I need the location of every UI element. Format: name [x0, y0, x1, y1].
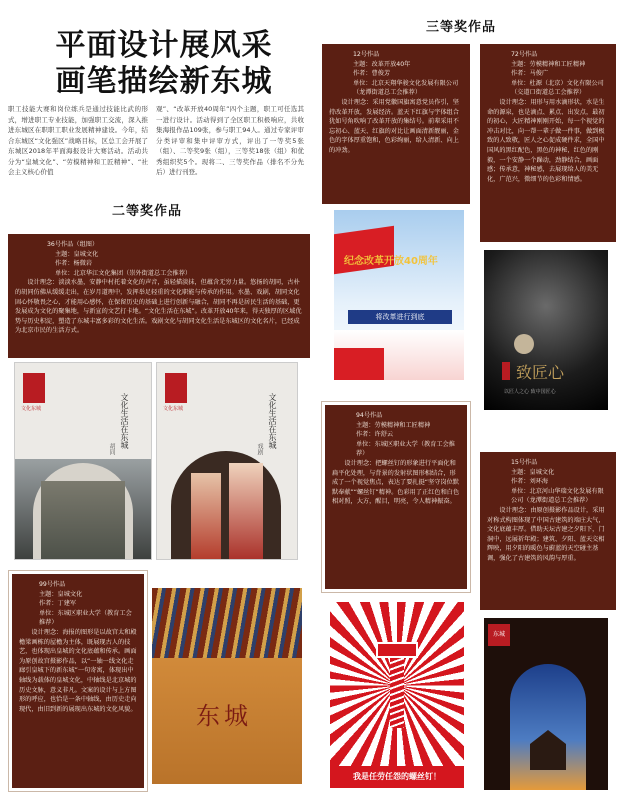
card-72-theme: 主题：劳模精神和工匠精神 — [511, 60, 586, 68]
card-15-body: 设计理念：由原创摄影作品设计，采用对称式构图体现了中国古建筑的端庄大气，文化底蕴丰厚。借助天坛古建之夕阳下，门洞中，远展祈年殿；建筑、夕阳、蓝天交相辉映，用夕阳的暖色与蔚蓝的天空碰主基调，强化了古建筑的风韵与厚重。 — [487, 506, 605, 562]
card-36 — [8, 234, 310, 358]
poster-72-sub: 以匠人之心 致中国匠心 — [504, 389, 556, 395]
poster-94-screw-head — [376, 642, 418, 658]
poster-94-slogan: 我是任劳任怨的螺丝钉！ — [330, 766, 464, 788]
headline-line-1: 平面设计展风采 — [55, 28, 273, 63]
card-15-author: 作者：刘环海 — [511, 478, 549, 486]
poster-36-vertical-title: 文化生活在东城 — [120, 393, 129, 449]
card-94 — [322, 402, 470, 592]
headline-line-2: 画笔描绘新东城 — [55, 64, 273, 99]
poster-36b-opera-figure-1 — [191, 473, 221, 560]
card-99-frame — [8, 570, 148, 792]
card-15-title: 15号作品 — [511, 459, 538, 466]
card-12-author: 作者：曹俊芳 — [353, 70, 391, 78]
card-99-theme: 主题：皇城文化 — [39, 590, 83, 598]
poster-36-sub: 胡同 — [108, 443, 115, 455]
poster-12 — [334, 210, 464, 380]
card-15-unit: 单位：北京河山华瑞文化发展有限公司（龙潭街道总工会推荐） — [511, 487, 604, 505]
intro-text-right: 观”、“改革开放40周年”四个主题，职工可任选其一进行设计。活动得到了全区职工积极响应，共收集海报作品109张，参与职工94人。通过专家评审分类评审和集中评审方式，评出了一等奖5张（组）、二等奖9张（组），三等奖18张（组）和优秀组织奖5个。现将二、三等奖作品（排名不分先后）进行刊登。 — [156, 105, 304, 176]
second-prize-heading: 二等奖作品 — [112, 204, 183, 219]
third-prize-heading: 三等奖作品 — [426, 20, 497, 35]
card-12-unit: 单位：北京天翔华骏文化发展有限公司（龙潭街道总工会推荐） — [353, 79, 459, 97]
card-72-body: 设计理念：用形与用水滴形状，水是生命的源泉，也是滴点、累点、出发点，最初的初心，大匠精神刚刚开始，每一个视觉的冲击对比，向一帮一辈子做一件事，做到极致的人致敬，匠人之心促成硬件求，全国中国风的黑红配色，黑色的神秘，红色的刚毅，一个安静一个躁动，劲静结合，画面感；传承意，神秘感，去展现给人的美无化，广范兴，微细节的色彩和情感。 — [487, 98, 605, 183]
poster-99-title: 东城 — [196, 702, 252, 730]
card-99-body: 设计理念：海报的图形是以故宫太和殿檐梁画栋的屋檐为主体，既展现古人的技艺，也体现出皇城的文化底蕴和传承。画面为原创故宫摄影作品，以“一轴一线文化走廊引皇城下的新东城”一句寄寓，体现出中轴线为载体的皇城文化，中轴线是北京城的历史文脉，意义非凡。文案的设计与上方图形的呼应，也恰是一条中轴线，由历史走向现代，由旧到新的展现出东城的文化风貌。 — [19, 628, 137, 713]
card-36-author: 作者：杨微岩 — [55, 260, 93, 268]
poster-94 — [330, 602, 464, 788]
card-94-title: 94号作品 — [356, 412, 383, 419]
card-72-title: 72号作品 — [511, 51, 538, 58]
card-94-unit: 单位：东城区职业大学（教育工会推荐） — [356, 440, 455, 458]
card-99-unit: 单位：东城区职业大学（教育工会推荐） — [39, 609, 132, 627]
poster-72-title: 致匠心 — [516, 363, 565, 382]
poster-36-logo-seal — [23, 373, 45, 403]
poster-36b-logo-seal — [165, 373, 187, 403]
card-99-author: 作者：丁建军 — [39, 600, 77, 608]
poster-12-big-title: 纪念改革开放40周年 — [344, 256, 438, 267]
card-72-author: 作者：马俊广 — [511, 70, 549, 78]
poster-36b-sub: 戏剧 — [256, 443, 263, 455]
card-36-theme: 主题：皇城文化 — [55, 250, 99, 258]
card-12 — [322, 44, 470, 204]
intro-text-left: 职工技能大赛和岗位练兵是通过技能比武的形式，增进职工专业技能，加强职工交流，深入推进东城区在职职工职业发展精神建设。今年，结合东城区“文化强区”战略目标，区总工会开展了东城区2018年平面海报设计大赛活动。活动共分为“皇城文化”、“劳模精神和工匠精神”、“社会主义核心价值 — [8, 105, 148, 176]
poster-36b-logo-text: 文化东城 — [163, 406, 184, 412]
card-12-theme: 主题：改革开放40年 — [353, 60, 411, 68]
poster-12-banner: 将改革进行到底 — [348, 310, 452, 324]
card-36-unit: 单位：北京华江文化集团（崇外街道总工会推荐） — [55, 269, 192, 277]
card-94-author: 作者：许舒云 — [356, 431, 394, 439]
poster-36-hutong — [14, 362, 152, 560]
poster-15-stamp: 东城 — [488, 624, 510, 646]
card-99-title: 99号作品 — [39, 581, 66, 588]
card-15 — [480, 452, 616, 610]
poster-12-flag-bottom — [334, 348, 384, 380]
poster-99 — [152, 588, 302, 784]
poster-36-alley — [41, 481, 125, 560]
poster-36b-vertical-title: 文化生活在东城 — [268, 393, 277, 449]
card-99 — [12, 574, 144, 788]
poster-36-logo-text: 文化东城 — [21, 406, 42, 412]
poster-72 — [484, 250, 608, 410]
poster-36b-arch — [171, 451, 281, 560]
poster-36-opera — [156, 362, 298, 560]
card-72-unit: 单位：杜源（北京）文化有限公司（交道口街道总工会推荐） — [511, 79, 604, 97]
card-36-body: 设计理念：淡淡水墨，安静中村托着文化的声音，虽轻描淡抹，但蕴含无穷力量。悠扬的胡同，古朴的胡同仿佛从缓缓走出，在岁月道理中，发挥举足轻重的文化职能与传承的作用。水墨、戏剧，胡同文化固心怀敬畏之心，才能用心感怀，在保留历史的基础上进行创新与融合，胡同不再是居民生活的基础，更发展成为文化的聚集地，与新宣的文艺打卡地。“文化生活在东城”。改革开放40年来，得天独厚的区域优势与历史积淀，塑造了东城丰富多彩的文化生活。戏剧文化与胡同文化生活是东城区的文化名片，已经成为北京市民的生活方式。 — [15, 279, 302, 335]
card-12-body: 设计理念：采用党徽国旗寓意党员作引，坚持改革开放，发展经济。蓝天下红旗与宇体组合犹如号角吹响了改革开放的集结号。前辈采用不忘初心、蓝天、红旗的对比让画面清新靓丽，金色的字体厚重饱和，色彩绚丽，给人清新、向上的冲劲。 — [329, 98, 459, 154]
card-12-title: 12号作品 — [353, 51, 380, 58]
card-72 — [480, 44, 616, 242]
page-headline — [44, 28, 284, 100]
poster-72-seal — [502, 362, 510, 380]
card-15-theme: 主题：皇城文化 — [511, 468, 555, 476]
poster-72-droplet — [514, 334, 534, 354]
card-94-body: 设计理念：把螺丝钉的形象进行平面化和扁平化处理，与背景的发射状图形相结合，形成了一个视觉焦点，表达了要扎挺“坚守岗位默默奉献”“螺丝钉”精神。色彩用了正红色和白色相对照，大方，醒目，明亮，令人精神振奋。 — [332, 459, 460, 506]
card-94-theme: 主题：劳模精神和工匠精神 — [356, 421, 431, 429]
poster-94-screw-body — [390, 658, 404, 728]
poster-99-eaves — [152, 588, 302, 658]
card-36-title: 36号作品（组图） — [47, 241, 99, 248]
poster-36b-opera-figure-2 — [229, 463, 263, 560]
poster-15-arch-view — [510, 664, 586, 790]
poster-15 — [484, 618, 608, 790]
